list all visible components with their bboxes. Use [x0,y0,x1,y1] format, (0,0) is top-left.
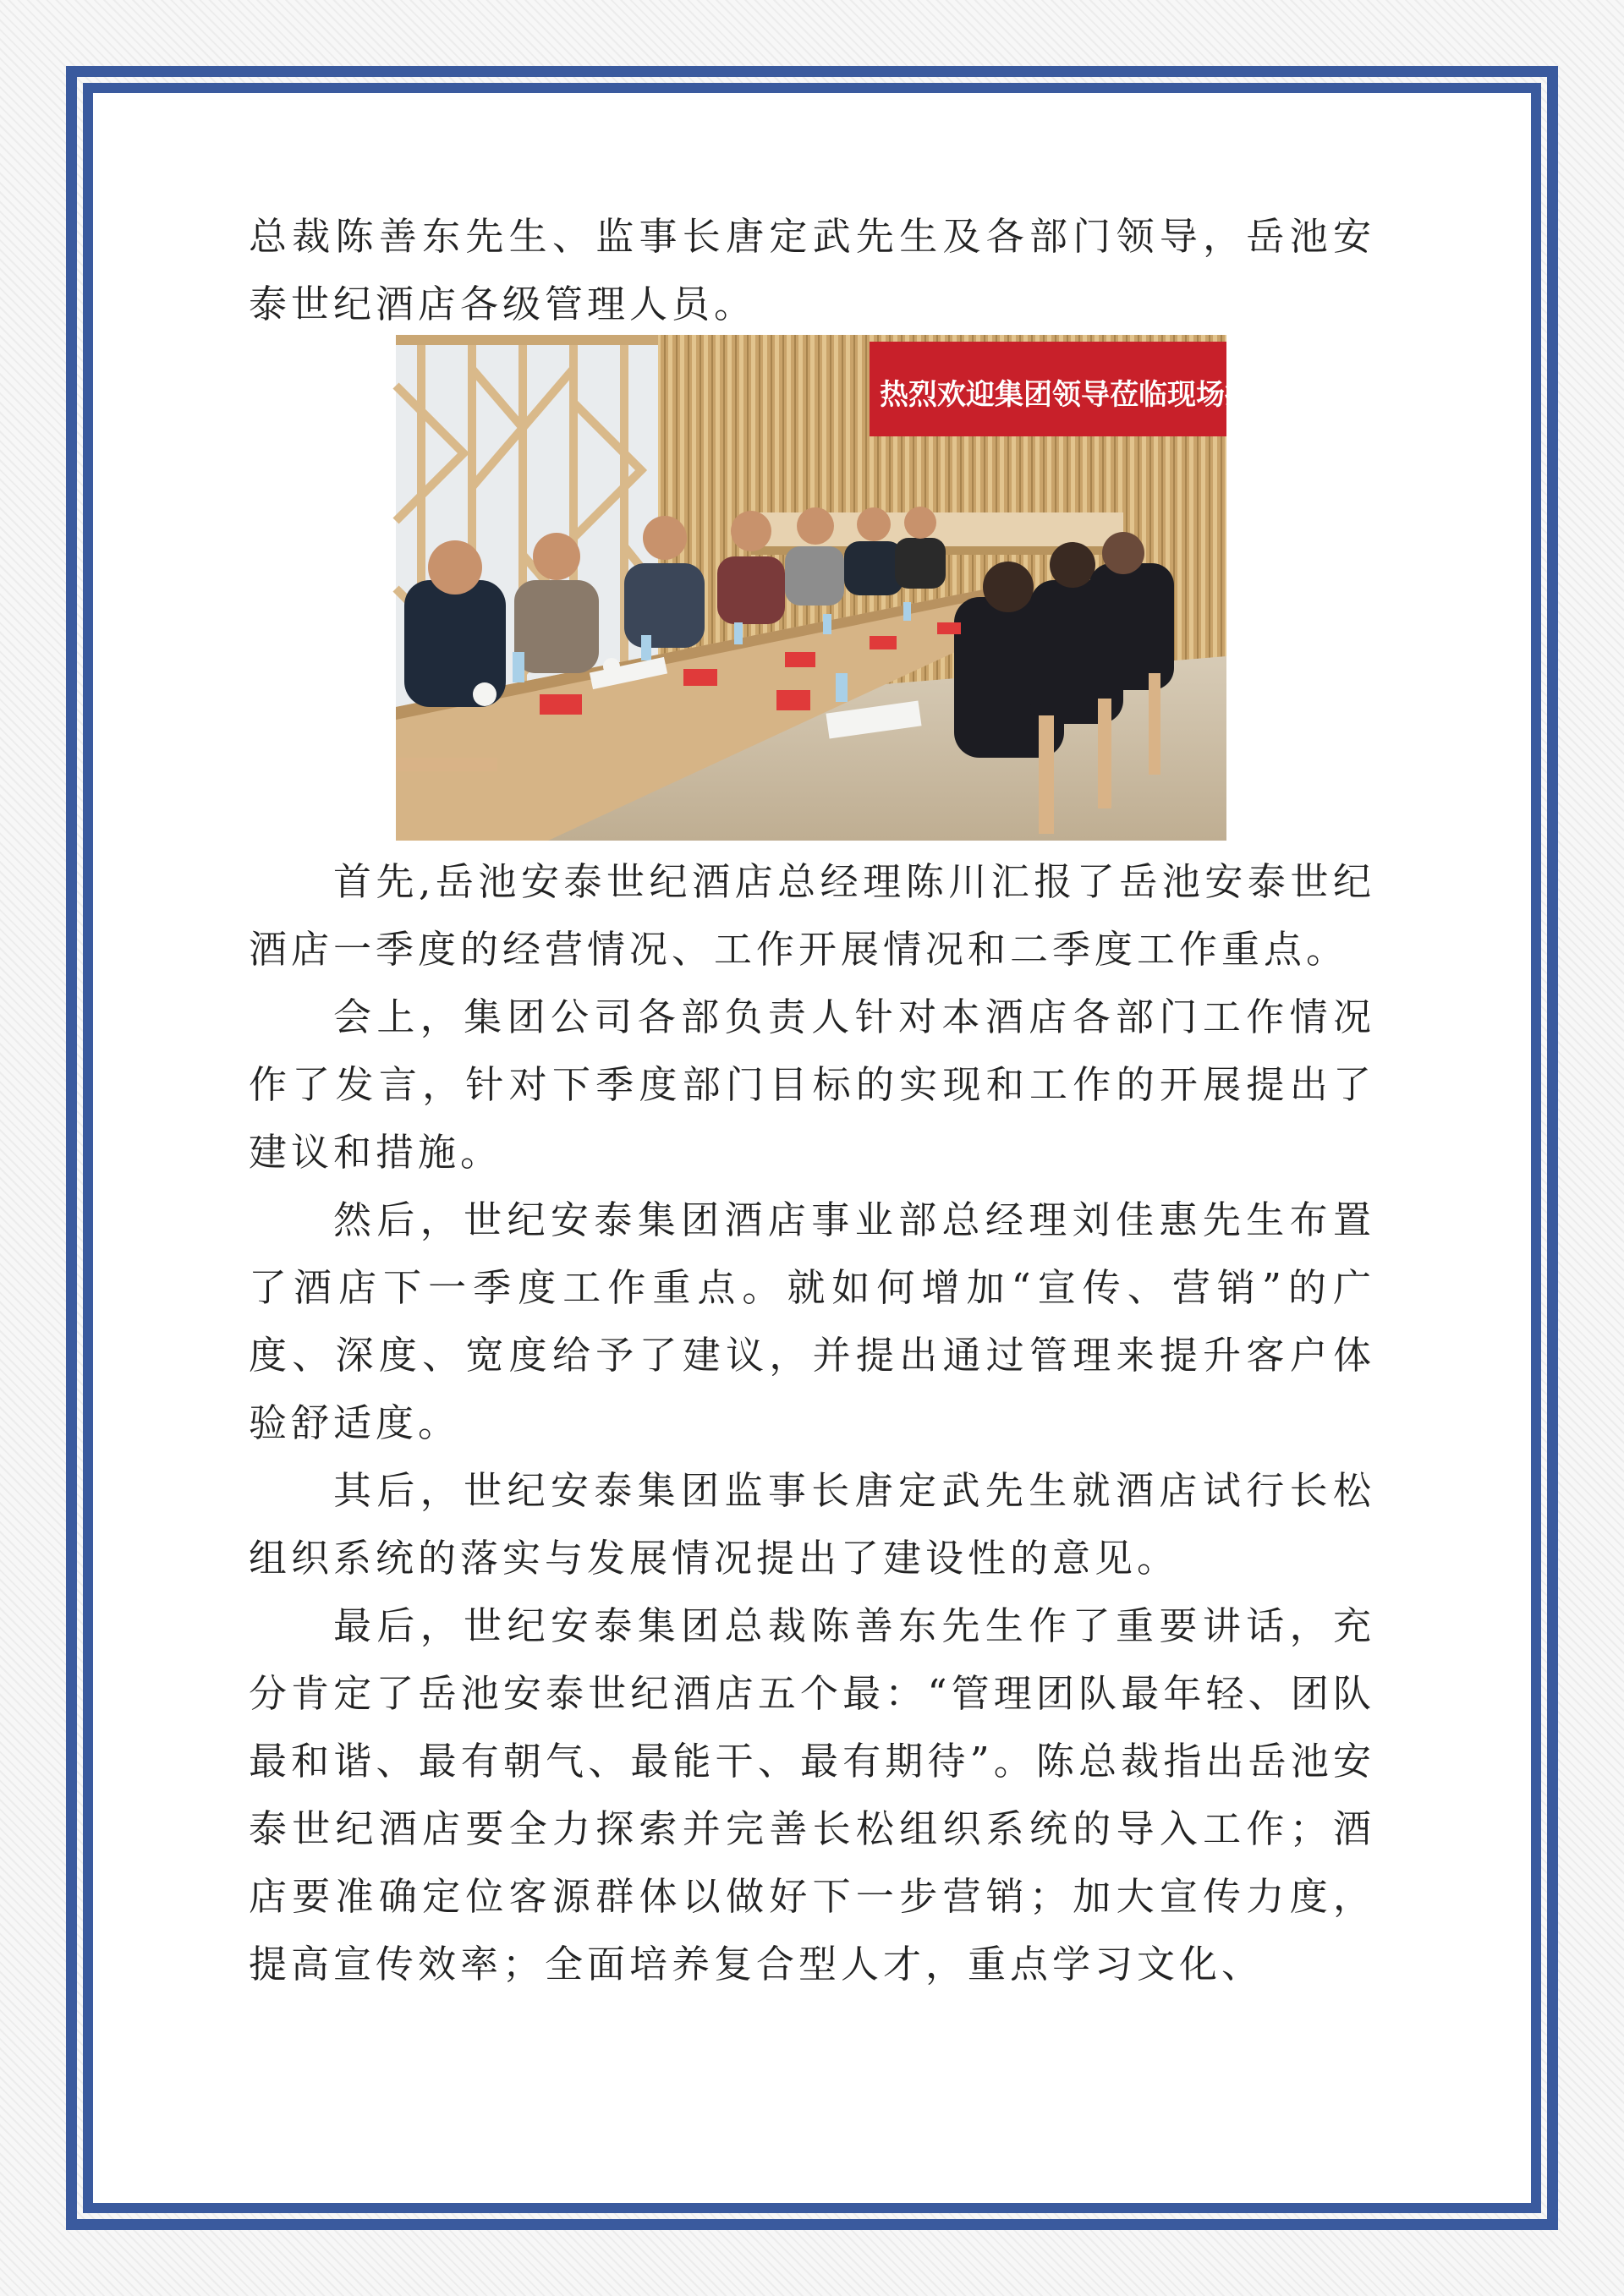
paragraph-afterwards: 其后，世纪安泰集团监事长唐定武先生就酒店试行长松组织系统的落实与发展情况提出了建设性的意见。 [249,1468,1375,1581]
intro-text-block [249,203,1375,338]
meeting-photo [396,335,1282,841]
banner-text: 热烈欢迎集团领导莅临现场指导 [880,378,1282,412]
paragraph-finally: 最后，世纪安泰集团总裁陈善东先生作了重要讲话，充分肯定了岳池安泰世纪酒店五个最：“管理团队最年轻、团队最和谐、最有朝气、最能干、最有期待”。陈总裁指出岳池安泰世纪酒店要全力探索并完善长松组织系统的导入工作；酒店要准确定位客源群体以做好下一步营销；加大宣传力度，提高宣传效率；全面培养复合型人才，重点学习文化、 [249,1603,1375,1986]
intro-paragraph: 总裁陈善东先生、监事长唐定武先生及各部门领导，岳池安泰世纪酒店各级管理人员。 [249,214,1375,326]
paragraph-report: 首先,岳池安泰世纪酒店总经理陈川汇报了岳池安泰世纪酒店一季度的经营情况、工作开展情况和二季度工作重点。 [249,859,1375,972]
paragraph-then: 然后，世纪安泰集团酒店事业部总经理刘佳惠先生布置了酒店下一季度工作重点。就如何增加“宣传、营销”的广度、深度、宽度给予了建议，并提出通过管理来提升客户体验舒适度。 [249,1197,1375,1445]
paragraph-meeting: 会上，集团公司各部负责人针对本酒店各部门工作情况作了发言，针对下季度部门目标的实现和工作的开展提出了建议和措施。 [249,995,1375,1175]
body-text-block [249,848,1375,1998]
